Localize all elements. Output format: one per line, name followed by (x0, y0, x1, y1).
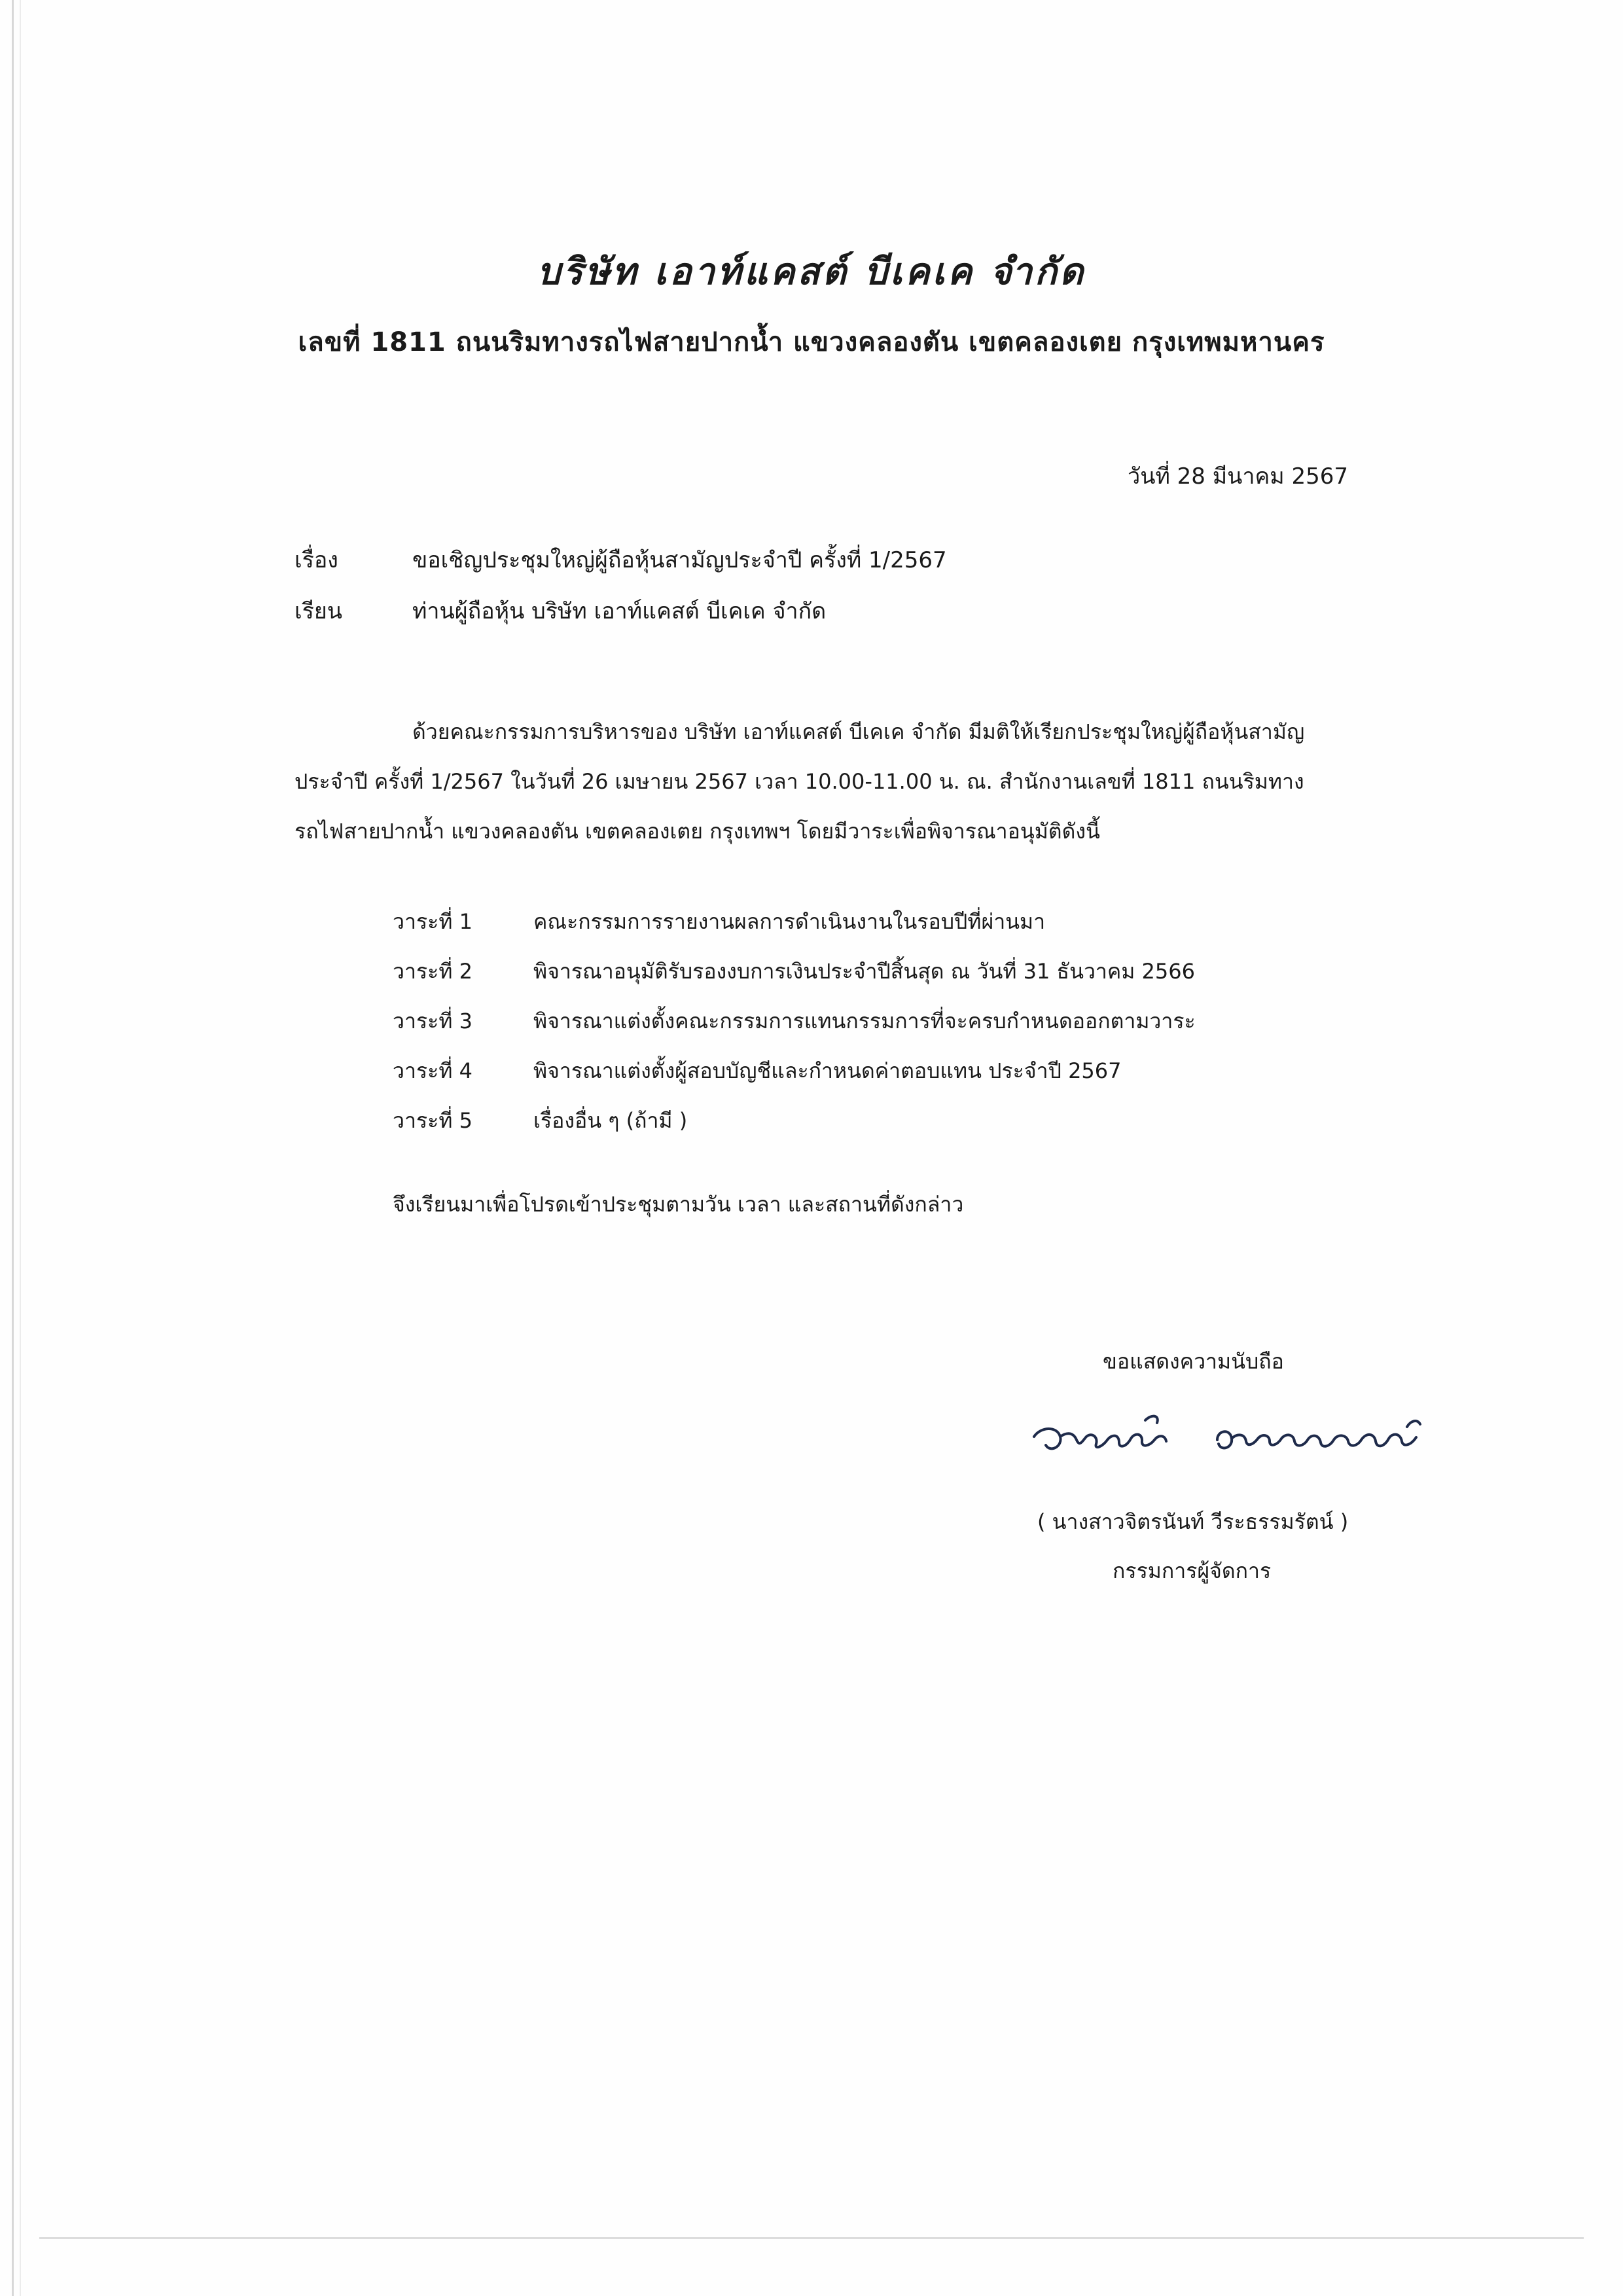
signer-name: ( นางสาวจิตรนันท์ วีระธรรมรัตน์ ) (1037, 1509, 1349, 1534)
agenda-text: พิจารณาอนุมัติรับรองงบการเงินประจำปีสิ้นสุด ณ วันที่ 31 ธันวาคม 2566 (533, 959, 1195, 984)
agenda-text: คณะกรรมการรายงานผลการดำเนินงานในรอบปีที่ผ่านมา (533, 909, 1046, 934)
body-paragraph (294, 707, 1371, 856)
agenda-item (393, 897, 1196, 946)
regards-line: ขอแสดงความนับถือ (1103, 1349, 1284, 1374)
addressee-label: เรียน (294, 598, 343, 624)
signer-position: กรรมการผู้จัดการ (1113, 1558, 1272, 1583)
agenda-number: วาระที่ 1 (393, 909, 473, 934)
handwritten-signature (1021, 1401, 1440, 1473)
agenda-number: วาระที่ 4 (393, 1058, 473, 1083)
letter-date: วันที่ 28 มีนาคม 2567 (1128, 463, 1348, 490)
agenda-item (393, 996, 1196, 1046)
addressee-text: ท่านผู้ถือหุ้น บริษัท เอาท์แคสต์ บีเคเค จำกัด (412, 598, 827, 624)
company-address: เลขที่ 1811 ถนนริมทางรถไฟสายปากน้ำ แขวงคลองตัน เขตคลองเตย กรุงเทพมหานคร (298, 327, 1325, 357)
agenda-list (393, 897, 1196, 1145)
body-line: รถไฟสายปากน้ำ แขวงคลองตัน เขตคลองเตย กรุงเทพฯ โดยมีวาระเพื่อพิจารณาอนุมัติดังนี้ (294, 819, 1100, 844)
agenda-item (393, 946, 1196, 996)
subject-text: ขอเชิญประชุมใหญ่ผู้ถือหุ้นสามัญประจำปี ครั้งที่ 1/2567 (412, 547, 947, 573)
agenda-number: วาระที่ 5 (393, 1108, 473, 1133)
company-name: บริษัท เอาท์แคสต์ บีเคเค จำกัด (537, 250, 1086, 293)
agenda-number: วาระที่ 2 (393, 959, 473, 984)
agenda-number: วาระที่ 3 (393, 1009, 473, 1033)
body-line: ประจำปี ครั้งที่ 1/2567 ในวันที่ 26 เมษายน 2567 เวลา 10.00-11.00 น. ณ. สำนักงานเลขที่ 1811 ถนนริมทาง (294, 769, 1304, 794)
agenda-text: พิจารณาแต่งตั้งคณะกรรมการแทนกรรมการที่จะครบกำหนดออกตามวาระ (533, 1009, 1196, 1033)
agenda-text: เรื่องอื่น ๆ (ถ้ามี ) (533, 1108, 688, 1133)
agenda-item (393, 1046, 1196, 1096)
scan-edge-bottom (39, 2237, 1584, 2239)
agenda-item (393, 1096, 1196, 1145)
subject-label: เรื่อง (294, 547, 338, 573)
closing-line: จึงเรียนมาเพื่อโปรดเข้าประชุมตามวัน เวลา และสถานที่ดังกล่าว (393, 1192, 964, 1217)
agenda-text: พิจารณาแต่งตั้งผู้สอบบัญชีและกำหนดค่าตอบแทน ประจำปี 2567 (533, 1058, 1122, 1083)
body-line: ด้วยคณะกรรมการบริหารของ บริษัท เอาท์แคสต์ บีเคเค จำกัด มีมติให้เรียกประชุมใหญ่ผู้ถือหุ้นสามัญ (412, 719, 1305, 744)
